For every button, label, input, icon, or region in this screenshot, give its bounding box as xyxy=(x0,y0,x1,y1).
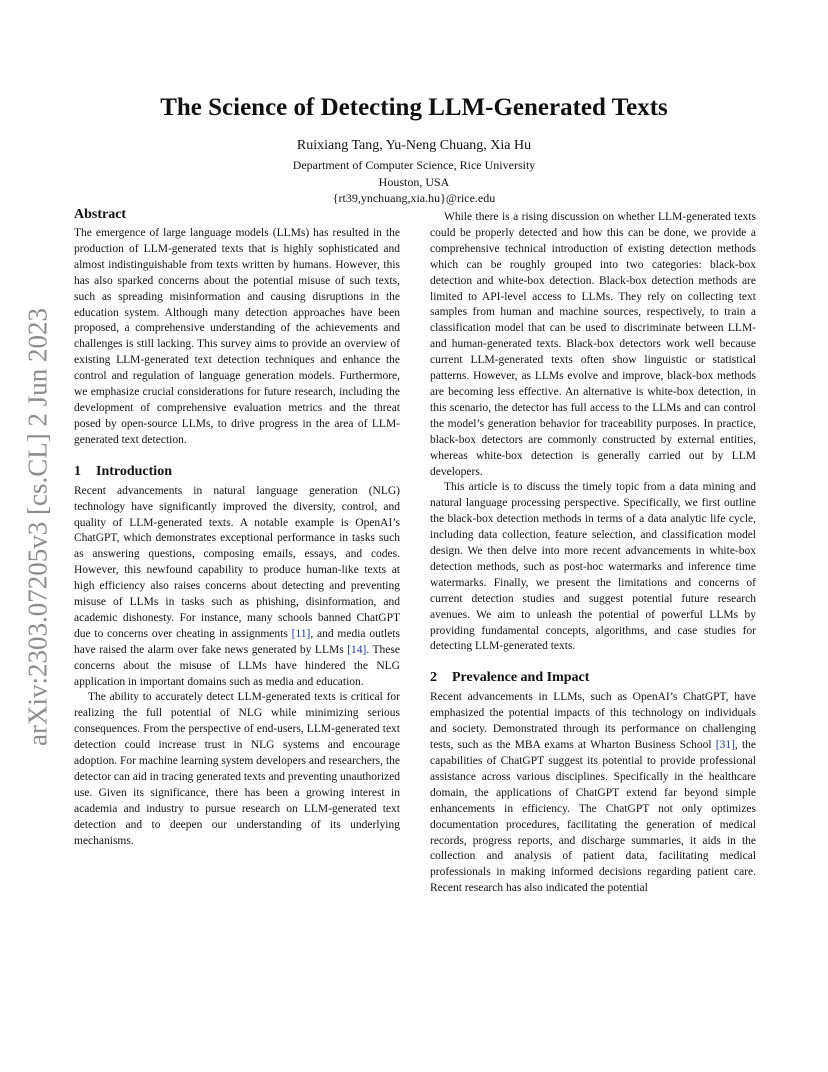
arxiv-stamp-text: arXiv:2303.07205v3 [cs.CL] 2 Jun 2023 xyxy=(22,308,53,746)
intro-paragraph-1 xyxy=(74,484,400,691)
citation-link[interactable]: [11] xyxy=(291,627,311,640)
left-column xyxy=(74,206,400,850)
abstract-text: The emergence of large language models (LLMs) has resulted in the production of LLM-generated texts that is highly sophisticated and almost indistinguishable from texts written by humans. However, this has also sparked concerns about the potential misuse of such texts, such as spreading misinformation and causing disruptions in the education system. Although many detection approaches have been proposed, a comprehensive understanding of the achievements and challenges is still lacking. This survey aims to provide an overview of existing LLM-generated text detection techniques and enhance the control and regulation of language generation models. Furthermore, we emphasize crucial considerations for future research, including the development of comprehensive evaluation metrics and the threat posed by open-source LLMs, to drive progress in the area of LLM-generated text detection. xyxy=(74,227,400,446)
text-run: . These concerns about the misuse of LLMs have hindered the NLG application in important domains such as media and education. xyxy=(74,643,400,688)
intro-paragraph-3: While there is a rising discussion on whether LLM-generated texts could be properly detected and how this can be done, we provide a comprehensive technical introduction of existing detection methods which can be roughly grouped into two categories: black-box detection and white-box detection. Black-box detection methods are limited to API-level access to LLMs. They rely on collecting text samples from human and machine sources, respectively, to train a classification model that can be used to discriminate between LLM- and human-generated texts. Black-box detectors work well because current LLM-generated texts often show linguistic or statistical patterns. However, as LLMs evolve and improve, black-box methods are becoming less effective. An alternative is white-box detection, in this scenario, the detector has full access to the LLMs and can control the model’s generation behavior for traceability purposes. In practice, black-box detectors are commonly constructed by external entities, whereas white-box detection is generally carried out by LLM developers. xyxy=(430,211,756,478)
location: Houston, USA xyxy=(378,174,450,189)
text-run: , the capabilities of ChatGPT suggest its potential to provide professional assistance across various disciplines. Specifically in the healthcare domain, the applications of ChatGPT extend far beyond simple enhancements in efficiency. The ChatGPT not only optimizes documentation procedures, facilitating the generation of medical records, progress reports, and discharge summaries, it aids in the collection and analysis of patient data, facilitating medical professionals in making informed decisions regarding patient care. Recent research has also indicated the potential xyxy=(430,739,756,895)
section-2-heading xyxy=(430,669,756,687)
text-run: Recent advancements in LLMs, such as OpenAI’s ChatGPT, have emphasized the potential impacts of this technology on individuals and society. Demonstrated through its performance on challenging tests, such as the MBA exams at Wharton Business School xyxy=(430,691,756,752)
affiliation: Department of Computer Science, Rice University xyxy=(292,158,536,172)
author-list: Ruixiang Tang, Yu-Neng Chuang, Xia Hu xyxy=(296,138,532,153)
right-column xyxy=(430,210,756,897)
paper-title: The Science of Detecting LLM-Generated Texts xyxy=(160,94,668,121)
intro-paragraph-2: The ability to accurately detect LLM-generated texts is critical for realizing the full potential of NLG while minimizing serious consequences. From the perspective of end-users, LLM-generated text detection could increase trust in NLG systems and encourage adoption. For machine learning system developers and researchers, the detector can aid in tracing generated texts and preventing unauthorized use. Given its significance, there has been a growing interest in academia and industry to pursue research on LLM-generated text detection and to deepen our understanding of its underlying mechanisms. xyxy=(74,691,401,847)
section-title: Prevalence and Impact xyxy=(452,670,590,686)
citation-link[interactable]: [31] xyxy=(715,739,735,752)
section-number: 1 xyxy=(74,463,81,479)
intro-paragraph-4: This article is to discuss the timely topic from a data mining and natural language processing perspective. Specifically, we first outline the black-box detection methods in terms of a data analytic life cycle, including data collection, feature selection, and classification model design. We then delve into more recent advancements in white-box detection methods, such as post-hoc watermarks and inference time watermarks. Finally, we present the limitations and concerns of current detection studies and suggest potential future research avenues. We aim to unleash the potential of powerful LLMs by providing fundamental concepts, algorithms, and case studies for detecting LLM-generated texts. xyxy=(430,481,756,653)
text-run: , and media outlets have raised the alarm over fake news generated by LLMs xyxy=(74,627,401,656)
arxiv-margin-stamp xyxy=(18,298,58,756)
affiliation-block xyxy=(200,157,628,207)
email: {rt39,ynchuang,xia.hu}@rice.edu xyxy=(332,191,496,205)
abstract-heading: Abstract xyxy=(74,207,127,222)
prevalence-paragraph-1 xyxy=(430,690,756,897)
section-number: 2 xyxy=(430,670,437,686)
text-run: Recent advancements in natural language generation (NLG) technology have significantly improved the diversity, control, and quality of LLM-generated texts. A notable example is OpenAI’s ChatGPT, which demonstrates exceptional performance in tasks such as answering questions, composing emails, essays, and codes. However, this newfound capability to produce human-like texts at high efficiency also raises concerns about detecting and preventing misuse of LLMs in tasks such as phishing, disinformation, and academic dishonesty. For instance, many schools banned ChatGPT due to concerns over cheating in assignments xyxy=(74,484,400,640)
citation-link[interactable]: [14] xyxy=(347,643,367,656)
section-title: Introduction xyxy=(96,463,172,479)
section-1-heading xyxy=(74,463,400,481)
